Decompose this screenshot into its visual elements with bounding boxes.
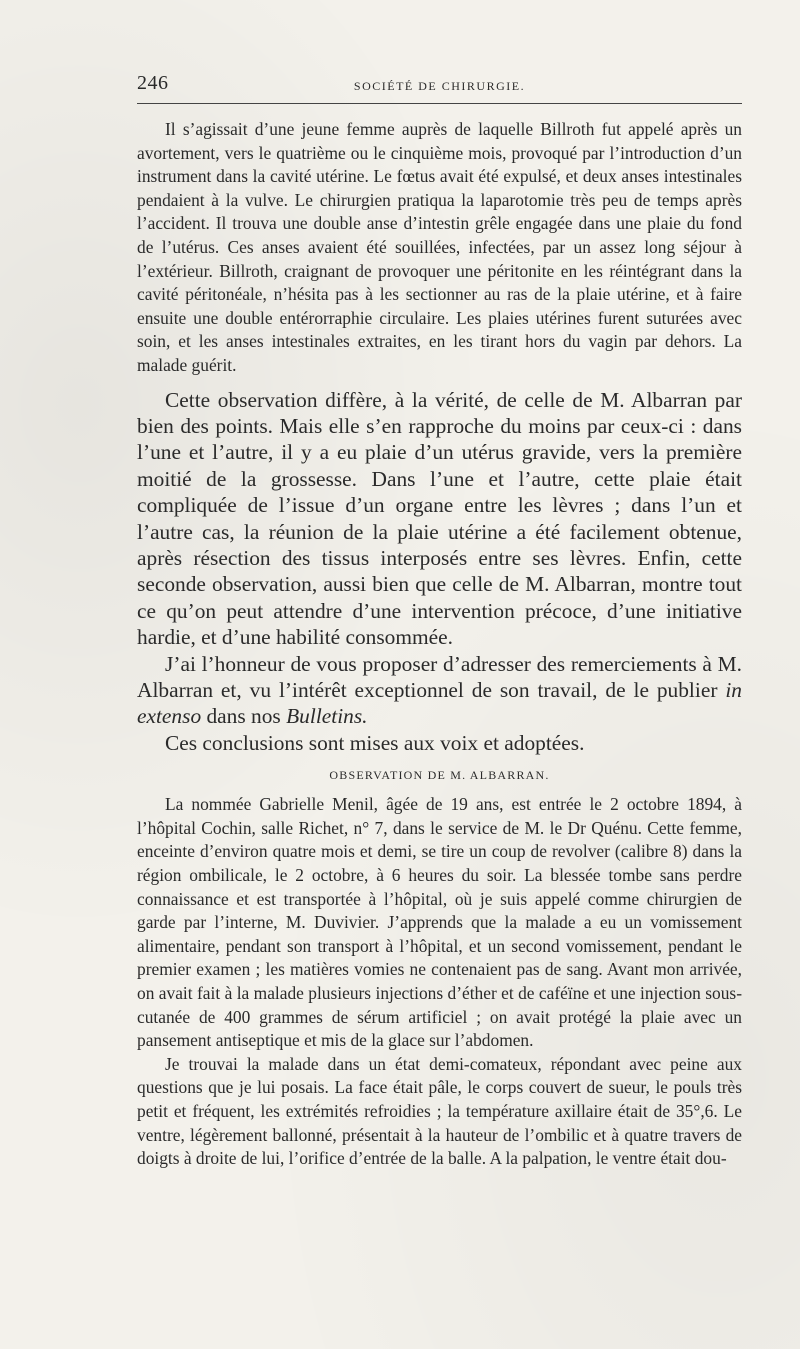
proposal-text-mid: dans nos: [201, 704, 287, 729]
paragraph-observation-intro: La nommée Gabrielle Menil, âgée de 19 ans, est entrée le 2 octobre 1894, à l’hôpital Cochin, salle Richet, n° 7, dans le service de M. le Dr Quénu. Cette femme, enceinte d’environ quatre mois et demi, se tire un coup de revolver (calibre 8) dans la région ombilicale, le 2 octobre, à 6 heures du soir. La blessée tombe sans perdre connaissance et est transportée à l’hôpital, où je suis appelé comme chirurgien de garde par l’interne, M. Duvivier. J’apprends que la malade a eu un vomissement alimentaire, pendant son transport à l’hôpital, et un second vomissement, pendant le premier examen ; les matières vomies ne contenaient pas de sang. Avant mon arrivée, on avait fait à la malade plusieurs injections d’éther et de caféïne et une injection sous-cutanée de 400 grammes de sérum artificiel ; on avait protégé la plaie avec un pansement antiseptique et mis de la glace sur l’abdomen.: [137, 794, 742, 1051]
proposal-italic-in-extenso: in extenso: [137, 678, 742, 729]
paragraph-billroth-case: Il s’agissait d’une jeune femme auprès de laquelle Billroth fut appelé après un avortement, vers le quatrième ou le cinquième mois, provoqué par l’introduction d’un instrument dans la cavité utérine. Le fœtus avait été expulsé, et deux anses intestinales pendaient à la vulve. Le chirurgien pratiqua la laparotomie très peu de temps après l’accident. Il trouva une double anse d’intestin grêle engagée dans une plaie du fond de l’utérus. Ces anses avaient été souillées, infectées, par un assez long séjour à l’extérieur. Billroth, craignant de provoquer une péritonite en les réintégrant dans la cavité péritonéale, n’hésita pas à les sectionner au ras de la plaie utérine, et à faire ensuite une double entérorraphie circulaire. Les plaies utérines furent suturées avec soin, et les anses intestinales extraites, en les tirant hors du vagin par dehors. La malade guérit.: [137, 119, 742, 375]
paragraph-comparison: Cette observation diffère, à la vérité, de celle de M. Albarran par bien des points. Mais elle s’en rapproche du moins par ceux-ci : dans l’une et l’autre, il y a eu plaie d’un utérus gravide, vers la première moitié de la grossesse. Dans l’une et l’autre, cette plaie était compliquée de l’issue d’un organe entre les lèvres ; dans l’un et l’autre cas, la réunion de la plaie utérine a été facilement obtenue, après résection des tissus interposés entre ses lèvres. Enfin, cette seconde observation, aussi bien que celle de M. Albarran, montre tout ce qu’on peut attendre d’une intervention précoce, d’une initiative hardie, et d’une habilité consommée.: [137, 387, 742, 650]
section-title: OBSERVATION DE M. ALBARRAN.: [329, 768, 550, 783]
page-header: [137, 72, 742, 102]
paragraph-conclusions: Ces conclusions sont mises aux voix et adoptées.: [165, 730, 585, 755]
paragraph-proposal: [137, 651, 742, 730]
proposal-italic-bulletins: Bulletins.: [286, 704, 368, 729]
proposal-text-start: J’ai l’honneur de vous proposer d’adresser des remerciements à M. Albarran et, vu l’intérêt exceptionnel de son travail, de le publier: [137, 651, 742, 702]
paragraph-observation-exam: Je trouvai la malade dans un état demi-comateux, répondant avec peine aux questions que je lui posais. La face était pâle, le corps couvert de sueur, le pouls très petit et fréquent, les extrémités refroidies ; la température axillaire était de 35°,6. Le ventre, légèrement ballonné, présentait à la hauteur de l’ombilic et à quatre travers de doigts à droite de lui, l’orifice d’entrée de la balle. A la palpation, le ventre était dou-: [137, 1053, 742, 1169]
header-rule: [137, 103, 742, 104]
running-title: SOCIÉTÉ DE CHIRURGIE.: [353, 79, 526, 93]
page-number: 246: [137, 72, 169, 94]
body-text: [137, 118, 742, 1171]
